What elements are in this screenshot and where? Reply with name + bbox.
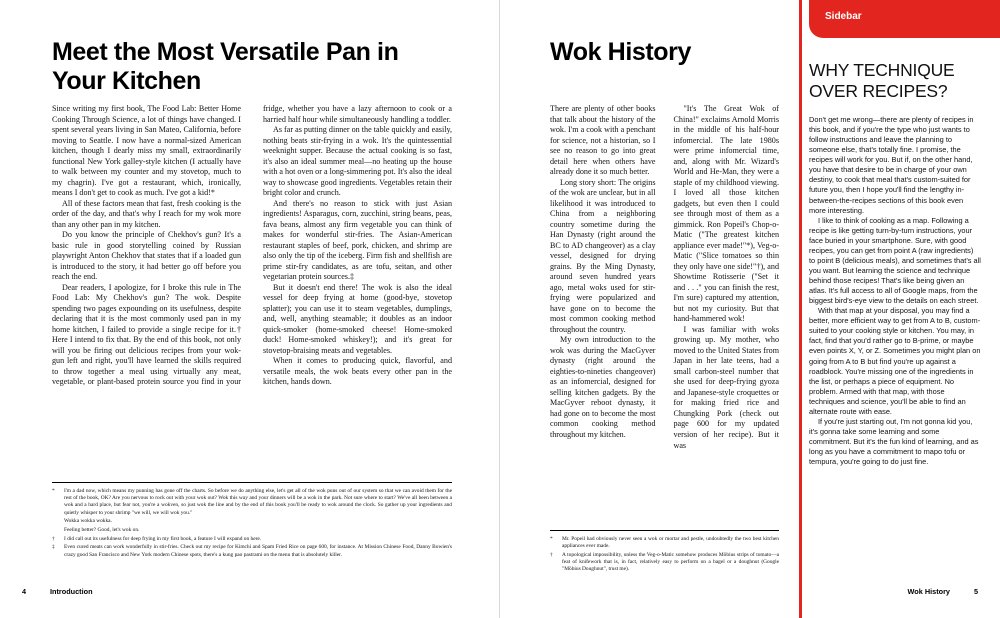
paragraph: When it comes to producing quick, flavorful, and versatile meals, the wok beats every other pan in the kitchen, hands down. (263, 356, 452, 387)
right-page (500, 0, 1000, 618)
footnote (52, 544, 452, 558)
footnote-text: Feeling better? Good, let's wok on. (64, 526, 140, 533)
right-page-title: Wok History (550, 38, 691, 66)
footnote-text: I did call out its usefulness for deep frying in my first book, a feature I will expand on here. (64, 535, 262, 542)
footnote-marker: † (52, 535, 55, 542)
right-page-body (550, 104, 779, 524)
paragraph: Since writing my first book, The Food Lab: Better Home Cooking Through Science, a lot of things have changed. I spent several years living in San Mateo, California, before moving to Seattle. I now have a normal-sized American kitchen, though I dearly miss my small, extraordinarily functional New York galley-style kitchen (I actually have to walk between my counter and my stovetop, much to my chagrin). I've got a restaurant, which, ironically, means I don't get to cook as much. I've got a kid!* (52, 104, 241, 198)
paragraph: I like to think of cooking as a map. Following a recipe is like getting turn-by-turn instructions, your face buried in your smartphone. Sure, with good recipes, you can get from point A (raw ingredients) to point B (delicious meals), and sometimes that's all you want. But learning the science and technique behind those recipes! That's like being given an atlas. It's full access to all of Google maps, from the biggest bird's-eye view to the details on each street. (809, 215, 981, 306)
footnote (550, 552, 779, 574)
paragraph: Dear readers, I apologize, for I broke this rule in The Food Lab: My Chekhov's gun? The wok. Despite spending two pages expounding on its usefulness, despite declaring that it is the most commonly used pan in my home kitchen, I failed to provide a single recipe for it.† Here I intend to fix that. By the end of this book, not only will you be firing out delicious recipes from your wok-gun left and right, you'll have learned the skills required to throw together a meal using virtually any meat, vegetable, or plant-based protein source you find in your fridge, whether you have a lazy afternoon to cook or a harried half hour while simultaneously handling a toddler. (52, 104, 452, 387)
sidebar-tab (809, 0, 1000, 38)
sidebar-accent-rule (799, 0, 802, 618)
footnote-marker: ‡ (52, 544, 55, 551)
footnote (52, 527, 452, 534)
footnote-text: I'm a dad now, which means my punning has gone off the charts. So before we do anything else, let's get all of the wok puns out of our system so that we can avoid them for the rest of the book, OK? Are you nervous to rock out with your wok out? Wok this way and your dinners will be a wok in the park. Not sure where to start? We've all been between a wok and a hard place, but fear not, you're a wokven, so just wok the line and by the end of this book you'll be ready to wok around the clock. So gather up your ingredients and quietly whisper to your shrimp "we will, we will wok you." (64, 488, 452, 516)
footnote (52, 536, 452, 543)
running-foot-right: Wok History (907, 587, 950, 596)
paragraph: With that map at your disposal, you may find a better, more efficient way to get from A to B, custom-suited to your cooking style or kitchen. You may, in fact, find that you'd rather go to B-prime, or maybe even points X, Y, or Z. Sometimes you might plan on going from A to B but find you're up against a roadblock. You're missing one of the ingredients in the list, or perhaps a piece of equipment. No problem. Armed with that map, with those techniques and science, you'll be able to find an alternate route with ease. (809, 306, 981, 416)
left-page (0, 0, 499, 618)
paragraph: "It's The Great Wok of China!" exclaims Arnold Morris in the middle of his half-hour infomercial. The late 1980s were prime infomercial time, and, along with Mr. Wizard's World and He-Man, they were a staple of my childhood viewing. I loved all those kitchen gadgets, but even then I could see through most of them as a gimmick. Ron Popeil's Chop-o-Matic ("The greatest kitchen appliance ever made!"*), Veg-o-Matic ("Slice tomatoes so thin they only have one side!"†), and Showtime Rotisserie ("Set it and . . ." you can finish the rest, I'm sure) captured my attention, but not my curiosity. But that hand-hammered wok! (673, 104, 779, 324)
sidebar-heading: WHY TECHNIQUE OVER RECIPES? (809, 60, 955, 101)
left-page-footnotes (52, 488, 452, 560)
right-page-footnotes (550, 536, 779, 575)
page-number-left: 4 (22, 587, 27, 596)
paragraph: But it doesn't end there! The wok is also the ideal vessel for deep frying at home (good-bye, stovetop splatter); you can use it to steam vegetables, dumplings, and, well, anything steamable; it doubles as an indoor quick-smoker (home-smoked cheese! Home-smoked duck! Home-smoked whiskey!); and it's great for stovetop-braising meats and vegetables. (263, 282, 452, 355)
paragraph: My own introduction to the wok was during the MacGyver dynasty (right around the eighties-to-nineties changeover) as an infomercial, designed for selling kitchen gadgets. By the MacGyver reboot dynasty, it had gone on to become the most common cooking method throughout my kitchen. (550, 335, 656, 439)
footnote (550, 536, 779, 550)
sidebar-body (809, 115, 981, 467)
footnote-text: Wokka wokka wokka. (64, 518, 112, 525)
paragraph: Long story short: The origins of the wok are unclear, but in all likelihood it was introduced to China from a neighboring country sometime during the Han Dynasty (right around the BC to AD changeover) as a clay vessel, designed for drying grains. By the Ming Dynasty, around seven hundred years ago, metal woks used for stir-frying were popularized and have gone on to become the most common cooking method throughout the country. (550, 177, 656, 334)
footnote-divider (550, 530, 779, 531)
footnote-marker: * (550, 536, 553, 542)
running-foot-left: Introduction (50, 587, 93, 596)
paragraph: If you're just starting out, I'm not gonna kid you, it's gonna take some learning and some commitment. But it's the fun kind of learning, and as long as you have a commitment to mapo tofu or tempura, you're going to do just fine. (809, 416, 979, 467)
left-page-title: Meet the Most Versatile Pan in Your Kitchen (52, 38, 399, 95)
paragraph: As far as putting dinner on the table quickly and easily, nothing beats stir-frying in a wok. It's the quintessential weeknight supper. Because the actual cooking is so fast, it's also an ideal summer meal—no heating up the house with a hot oven or a long-simmering pot. It's also the ideal way to showcase good ingredients. Vegetables retain their bright color and crunch. (263, 125, 452, 198)
left-page-body (52, 104, 452, 464)
footnote (52, 488, 452, 517)
footnote-text: Even cured meats can work wonderfully in stir-fries. Check out my recipe for Kimchi and Spam Fried Rice on page 600, for instance. At Mission Chinese Food, Danny Bowien's crazy good San Francisco and New York modern Chinese spots, there's a kung pao pastrami on the menu that is absolutely killer. (64, 544, 452, 558)
footnote-text: A topological impossibility, unless the Veg-o-Matic somehow produces Möbius strips of tomato—a feat of knifework that is, in fact, relatively easy to perform on a bagel or a doughnut (Google "Möbius Doughnut", trust me). (562, 551, 779, 573)
footnote (52, 518, 452, 525)
sidebar-tab-label: Sidebar (825, 11, 862, 22)
paragraph: And there's no reason to stick with just Asian ingredients! Asparagus, corn, zucchini, string beans, peas, fava beans, almost any firm vegetable you can think of makes for wonderful stir-fries. The Asian-American restaurant staples of beef, pork, chicken, and shrimp are also only the tip of the iceberg. Firm fish and shellfish are prime stir-fry candidates, as are tofu, seitan, and other vegetarian protein sources.‡ (263, 198, 452, 282)
page-number-right: 5 (973, 587, 978, 596)
footnote-marker: * (52, 488, 55, 494)
paragraph: Do you know the principle of Chekhov's gun? It's a basic rule in good storytelling coined by Russian playwright Anton Chekhov that states that if a loaded gun is introduced to the story, it had better go off before you reach the end. (52, 230, 241, 282)
footnote-text: Mr. Popeil had obviously never seen a wok or mortar and pestle, undoubtedly the two best kitchen appliances ever made. (562, 536, 779, 550)
paragraph: I was familiar with woks growing up. My mother, who moved to the United States from Japan in her late teens, had a small carbon-steel number that she used for deep-frying gyoza and Japanese-style croquettes or for making fried rice and Chungking Pork (check out page 600 for my updated version of her recipe). But it was (673, 324, 779, 450)
footnote-divider (52, 482, 452, 483)
paragraph: Don't get me wrong—there are plenty of recipes in this book, and if you're the type who just wants to follow instructions and leave the planning to someone else, that's totally fine. I promise, the recipes will work for you. But if, on the other hand, you have that desire to be in charge of your own destiny, to cook that meal that's custom-suited for future you, then I hope you'll find the lengthy in-between-the-recipes sections of this book even more interesting. (809, 115, 974, 215)
paragraph: All of these factors mean that fast, fresh cooking is the order of the day, and that's why I reach for my wok more than any other pan in my kitchen. (52, 198, 241, 229)
footnote-marker: † (550, 551, 553, 558)
paragraph: There are plenty of other books that talk about the history of the wok. I'm a cook with a penchant for science, not a historian, so I see no reason to go into great detail here when others have already done it so much better. (550, 104, 656, 177)
